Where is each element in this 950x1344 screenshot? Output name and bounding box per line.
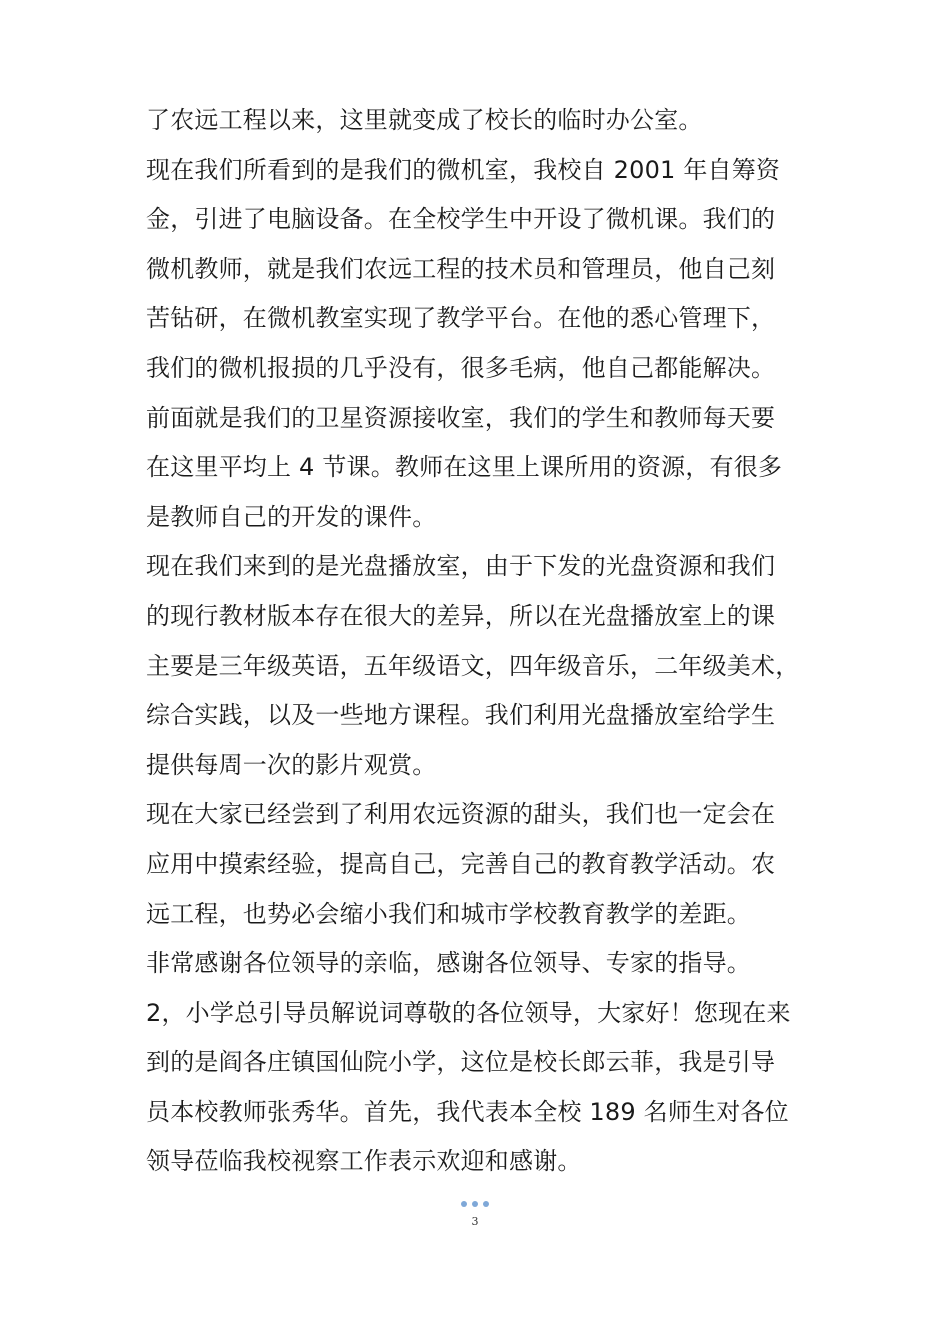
- text-line: 的现行教材版本存在很大的差异，所以在光盘播放室上的课: [146, 601, 776, 630]
- dot-icon: [461, 1201, 467, 1207]
- text-line: 是教师自己的开发的课件。: [146, 502, 437, 531]
- text-line: 前面就是我们的卫星资源接收室，我们的学生和教师每天要: [146, 403, 776, 432]
- text-line: 领导莅临我校视察工作表示欢迎和感谢。: [146, 1147, 582, 1176]
- text-line: 苦钻研，在微机教室实现了教学平台。在他的悉心管理下，: [146, 304, 776, 333]
- text-line: 应用中摸索经验，提高自己，完善自己的教育教学活动。农: [146, 849, 776, 878]
- text-line: 我们的微机报损的几乎没有，很多毛病，他自己都能解决。: [146, 353, 776, 382]
- text-line: 2，小学总引导员解说词尊敬的各位领导，大家好！您现在来: [146, 998, 791, 1027]
- dot-icon: [483, 1201, 489, 1207]
- text-line: 非常感谢各位领导的亲临，感谢各位领导、专家的指导。: [146, 949, 751, 978]
- text-line: 现在我们所看到的是我们的微机室，我校自 2001 年自筹资: [146, 155, 781, 184]
- text-line: 主要是三年级英语，五年级语文，四年级音乐，二年级美术，: [146, 651, 800, 680]
- text-line: 提供每周一次的影片观赏。: [146, 750, 437, 779]
- page-number: 3: [471, 1215, 479, 1228]
- text-line: 了农远工程以来，这里就变成了校长的临时办公室。: [146, 106, 703, 134]
- text-line: 现在我们来到的是光盘播放室，由于下发的光盘资源和我们: [146, 552, 776, 581]
- body-text: [146, 96, 810, 1187]
- text-line: 远工程，也势必会缩小我们和城市学校教育教学的差距。: [146, 899, 751, 928]
- text-line: 现在大家已经尝到了利用农远资源的甜头，我们也一定会在: [146, 800, 776, 829]
- text-line: 在这里平均上 4 节课。教师在这里上课所用的资源，有很多: [146, 453, 783, 482]
- text-line: 综合实践，以及一些地方课程。我们利用光盘播放室给学生: [146, 701, 776, 730]
- text-line: 到的是阎各庄镇国仙院小学，这位是校长郎云菲，我是引导: [146, 1048, 776, 1077]
- text-line: 金，引进了电脑设备。在全校学生中开设了微机课。我们的: [146, 205, 776, 234]
- text-line: 员本校教师张秀华。首先，我代表本全校 189 名师生对各位: [146, 1097, 789, 1126]
- dot-icon: [472, 1201, 478, 1207]
- text-line: 微机教师，就是我们农远工程的技术员和管理员，他自己刻: [146, 254, 776, 283]
- footer-dots-icon: [0, 1201, 950, 1211]
